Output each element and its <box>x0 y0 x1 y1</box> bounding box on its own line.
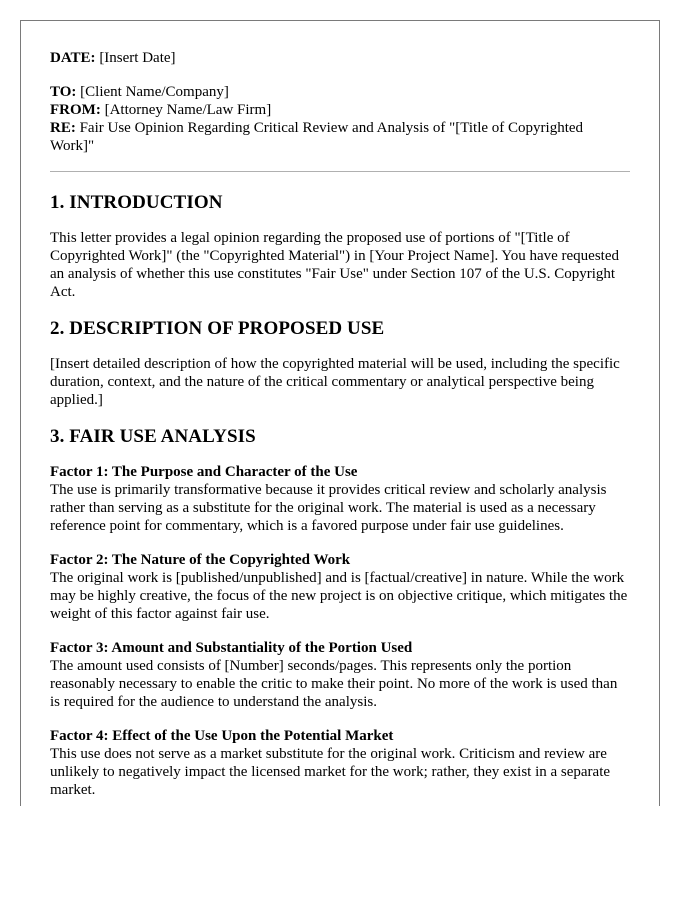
from-value: [Attorney Name/Law Firm] <box>100 102 272 118</box>
description-body: [Insert detailed description of how the copyrighted material will be used, including the specific duration, context, and the nature of the critical commentary or analytical perspective being applied.] <box>50 356 620 408</box>
date-value: [Insert Date] <box>95 50 176 66</box>
factor-3-body: The amount used consists of [Number] seconds/pages. This represents only the portion reasonably necessary to enable the critic to make their point. No more of the work is used than is required for the audience to understand the analysis. <box>50 658 618 710</box>
re-line <box>50 119 630 155</box>
factor-2 <box>50 551 630 623</box>
to-line <box>50 83 630 101</box>
from-label: FROM: <box>50 102 101 118</box>
document-page <box>20 20 660 806</box>
factor-2-body: The original work is [published/unpublished] and is [factual/creative] in nature. While the work may be highly creative, the focus of the new project is on objective critique, which mitigates the weight of this factor against fair use. <box>50 570 628 622</box>
factor-3-title: Factor 3: Amount and Substantiality of the Portion Used <box>50 640 413 656</box>
factor-4 <box>50 727 630 799</box>
factor-1 <box>50 463 630 535</box>
from-line <box>50 101 630 119</box>
description-heading: 2. DESCRIPTION OF PROPOSED USE <box>50 318 385 339</box>
date-label: DATE: <box>50 50 96 66</box>
re-value: Fair Use Opinion Regarding Critical Review and Analysis of "[Title of Copyrighted Work]" <box>50 120 584 154</box>
factor-4-body: This use does not serve as a market substitute for the original work. Criticism and review are unlikely to negatively impact the licensed market for the work; rather, they exist in a separate market. <box>50 746 611 798</box>
factor-4-title: Factor 4: Effect of the Use Upon the Potential Market <box>50 728 394 744</box>
re-label: RE: <box>50 120 76 136</box>
factor-1-title: Factor 1: The Purpose and Character of the Use <box>50 464 358 480</box>
to-value: [Client Name/Company] <box>76 84 229 100</box>
intro-body: This letter provides a legal opinion regarding the proposed use of portions of "[Title of Copyrighted Work]" (the "Copyrighted Material") in [Your Project Name]. You have requested an analysis of whether this use constitutes "Fair Use" under Section 107 of the U.S. Copyright Act. <box>50 230 620 300</box>
factor-3 <box>50 639 630 711</box>
analysis-heading: 3. FAIR USE ANALYSIS <box>50 426 256 447</box>
factor-2-title: Factor 2: The Nature of the Copyrighted Work <box>50 552 351 568</box>
header-divider <box>50 171 630 172</box>
factor-1-body: The use is primarily transformative because it provides critical review and scholarly analysis rather than serving as a substitute for the original work. The material is used as a necessary reference point for commentary, which is a favored purpose under fair use guidelines. <box>50 482 607 534</box>
to-label: TO: <box>50 84 77 100</box>
intro-heading: 1. INTRODUCTION <box>50 192 223 213</box>
date-line <box>50 49 630 67</box>
